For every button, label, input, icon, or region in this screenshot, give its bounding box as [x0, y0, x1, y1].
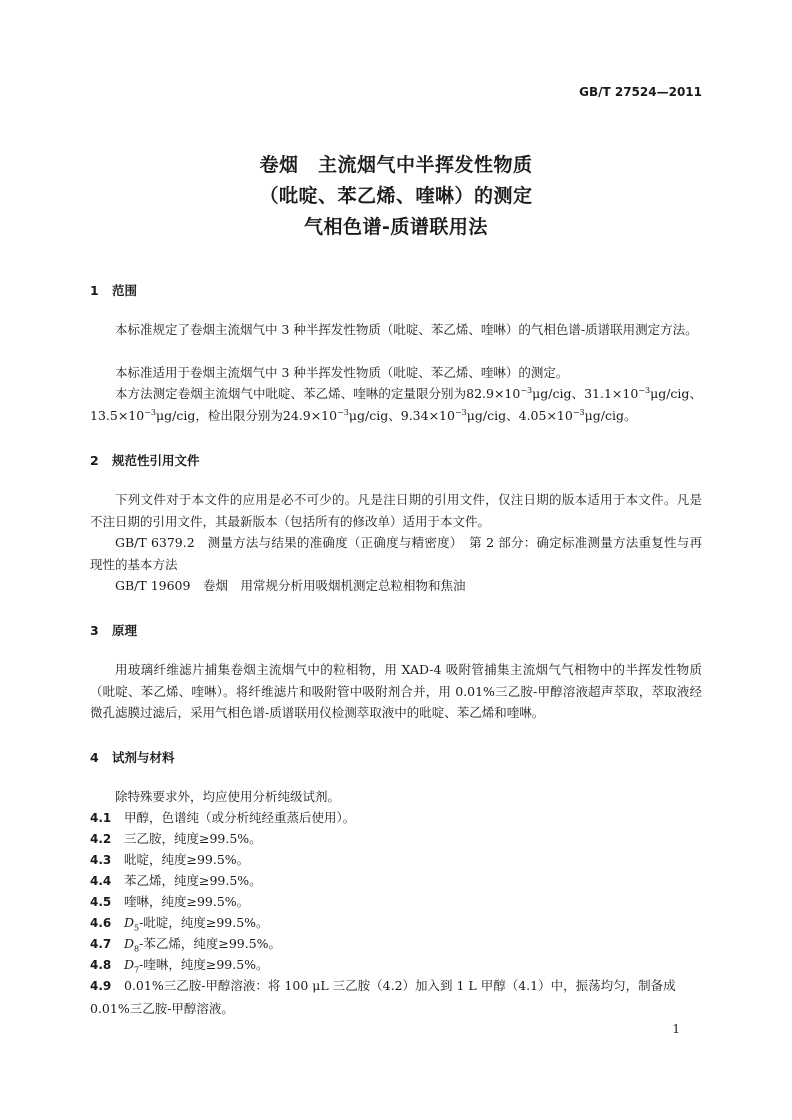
list-item	[90, 891, 702, 914]
loq-quinoline: 13.5×10	[90, 407, 145, 423]
paragraph: 下列文件对于本文件的应用是必不可少的。凡是注日期的引用文件，仅注日期的版本适用于本文件。凡是不注日期的引用文件，其最新版本（包括所有的修改单）适用于本文件。	[90, 492, 702, 529]
unit: μg/cig	[532, 386, 572, 401]
section-heading-principle	[90, 621, 137, 639]
item-number: 4.3	[90, 853, 112, 867]
standard-code: GB/T 27524—2011	[579, 85, 702, 99]
section-title: 试剂与材料	[112, 750, 175, 765]
unit: μg/cig	[650, 386, 690, 401]
item-number: 4.1	[90, 811, 112, 825]
list-item	[90, 975, 702, 1019]
item-text: -喹啉，纯度≥99.5%。	[139, 957, 269, 972]
item-number: 4.2	[90, 832, 112, 846]
separator: 、	[689, 386, 702, 401]
limits-lead: 本方法测定卷烟主流烟气中吡啶、苯乙烯、喹啉的定量限分别为	[115, 386, 467, 401]
section-heading-reagents	[90, 748, 175, 766]
unit: μg/cig	[466, 407, 507, 423]
unit: μg/cig	[348, 407, 389, 423]
list-item	[90, 828, 702, 851]
list-item	[90, 912, 702, 935]
exponent: −3	[572, 407, 585, 417]
limits-end: 。	[623, 407, 637, 423]
exponent: −3	[520, 385, 533, 395]
section-number: 3	[90, 623, 99, 638]
section-title: 原理	[112, 623, 138, 638]
lod-styrene: 9.34×10	[400, 407, 455, 423]
isotope-count: 8	[134, 944, 140, 954]
item-number: 4.6	[90, 916, 112, 930]
separator: 、	[571, 386, 585, 401]
list-item	[90, 954, 702, 977]
item-number: 4.4	[90, 874, 112, 888]
section-title: 规范性引用文件	[112, 453, 200, 468]
separator: 、	[388, 407, 401, 423]
section-heading-scope	[90, 281, 137, 299]
item-text: 苯乙烯，纯度≥99.5%。	[124, 873, 262, 888]
section-number: 4	[90, 750, 99, 765]
item-text: -吡啶，纯度≥99.5%。	[139, 915, 269, 930]
exponent: −3	[454, 407, 467, 417]
paragraph: 除特殊要求外，均应使用分析纯级试剂。	[115, 789, 341, 804]
exponent: −3	[144, 407, 157, 417]
loq-styrene: 31.1×10	[584, 386, 639, 401]
isotope-count: 7	[134, 965, 140, 975]
limits-mid: ，检出限分别为	[195, 407, 283, 423]
list-item	[90, 933, 702, 956]
item-number: 4.8	[90, 958, 112, 972]
item-number: 4.7	[90, 937, 112, 951]
isotope-count: 5	[134, 923, 140, 933]
deuterium-symbol: D	[124, 957, 135, 972]
item-text: 0.01%三乙胺-甲醇溶液：将 100 μL 三乙胺（4.2）加入到 1 L 甲醇（4.1）中，振荡均匀，制备成 0.01%三乙胺-甲醇溶液。	[90, 978, 676, 1016]
page-number: 1	[672, 1022, 680, 1036]
list-item	[90, 807, 702, 830]
lod-quinoline: 4.05×10	[518, 407, 573, 423]
deuterium-symbol: D	[124, 915, 135, 930]
item-text: 甲醇，色谱纯（或分析纯经重蒸后使用）。	[124, 810, 356, 825]
title-line-3: 气相色谱-质谱联用法	[304, 216, 488, 238]
paragraph: 本标准适用于卷烟主流烟气中 3 种半挥发性物质（吡啶、苯乙烯、喹啉）的测定。	[115, 365, 569, 380]
section-number: 1	[90, 283, 99, 298]
paragraph-limits	[90, 383, 702, 426]
unit: μg/cig	[156, 407, 196, 423]
item-text: 三乙胺，纯度≥99.5%。	[124, 831, 262, 846]
item-text: 吡啶，纯度≥99.5%。	[124, 852, 250, 867]
exponent: −3	[638, 385, 651, 395]
title-line-1: 卷烟 主流烟气中半挥发性物质	[259, 154, 533, 176]
deuterium-symbol: D	[124, 936, 135, 951]
exponent: −3	[337, 407, 349, 417]
document-title	[0, 150, 792, 243]
reference-gbt-19609: GB/T 19609 卷烟 用常规分析用吸烟机测定总粒相物和焦油	[115, 578, 466, 593]
section-title: 范围	[112, 283, 138, 298]
item-text: 喹啉，纯度≥99.5%。	[124, 894, 250, 909]
list-item	[90, 849, 702, 872]
separator: 、	[506, 407, 519, 423]
list-item	[90, 870, 702, 893]
section-heading-normative-references	[90, 451, 200, 469]
loq-pyridine: 82.9×10	[466, 386, 521, 401]
item-text: -苯乙烯，纯度≥99.5%。	[139, 936, 282, 951]
unit: μg/cig	[584, 407, 624, 423]
section-number: 2	[90, 453, 99, 468]
paragraph: 本标准规定了卷烟主流烟气中 3 种半挥发性物质（吡啶、苯乙烯、喹啉）的气相色谱-质谱联用测定方法。	[115, 322, 698, 337]
item-number: 4.9	[90, 979, 112, 993]
lod-pyridine: 24.9×10	[282, 407, 338, 423]
item-number: 4.5	[90, 895, 112, 909]
reference-gbt-6379-2: GB/T 6379.2 测量方法与结果的准确度（正确度与精密度） 第 2 部分：确定标准测量方法重复性与再现性的基本方法	[90, 535, 702, 572]
title-line-2: （吡啶、苯乙烯、喹啉）的测定	[259, 185, 533, 207]
paragraph: 用玻璃纤维滤片捕集卷烟主流烟气中的粒相物，用 XAD-4 吸附管捕集主流烟气气相物中的半挥发性物质（吡啶、苯乙烯、喹啉）。将纤维滤片和吸附管中吸附剂合并，用 0.01%三乙胺-甲醇溶液超声萃取，萃取液经微孔滤膜过滤后，采用气相色谱-质谱联用仪检测萃取液中的吡啶、苯乙烯和喹啉。	[90, 662, 702, 720]
